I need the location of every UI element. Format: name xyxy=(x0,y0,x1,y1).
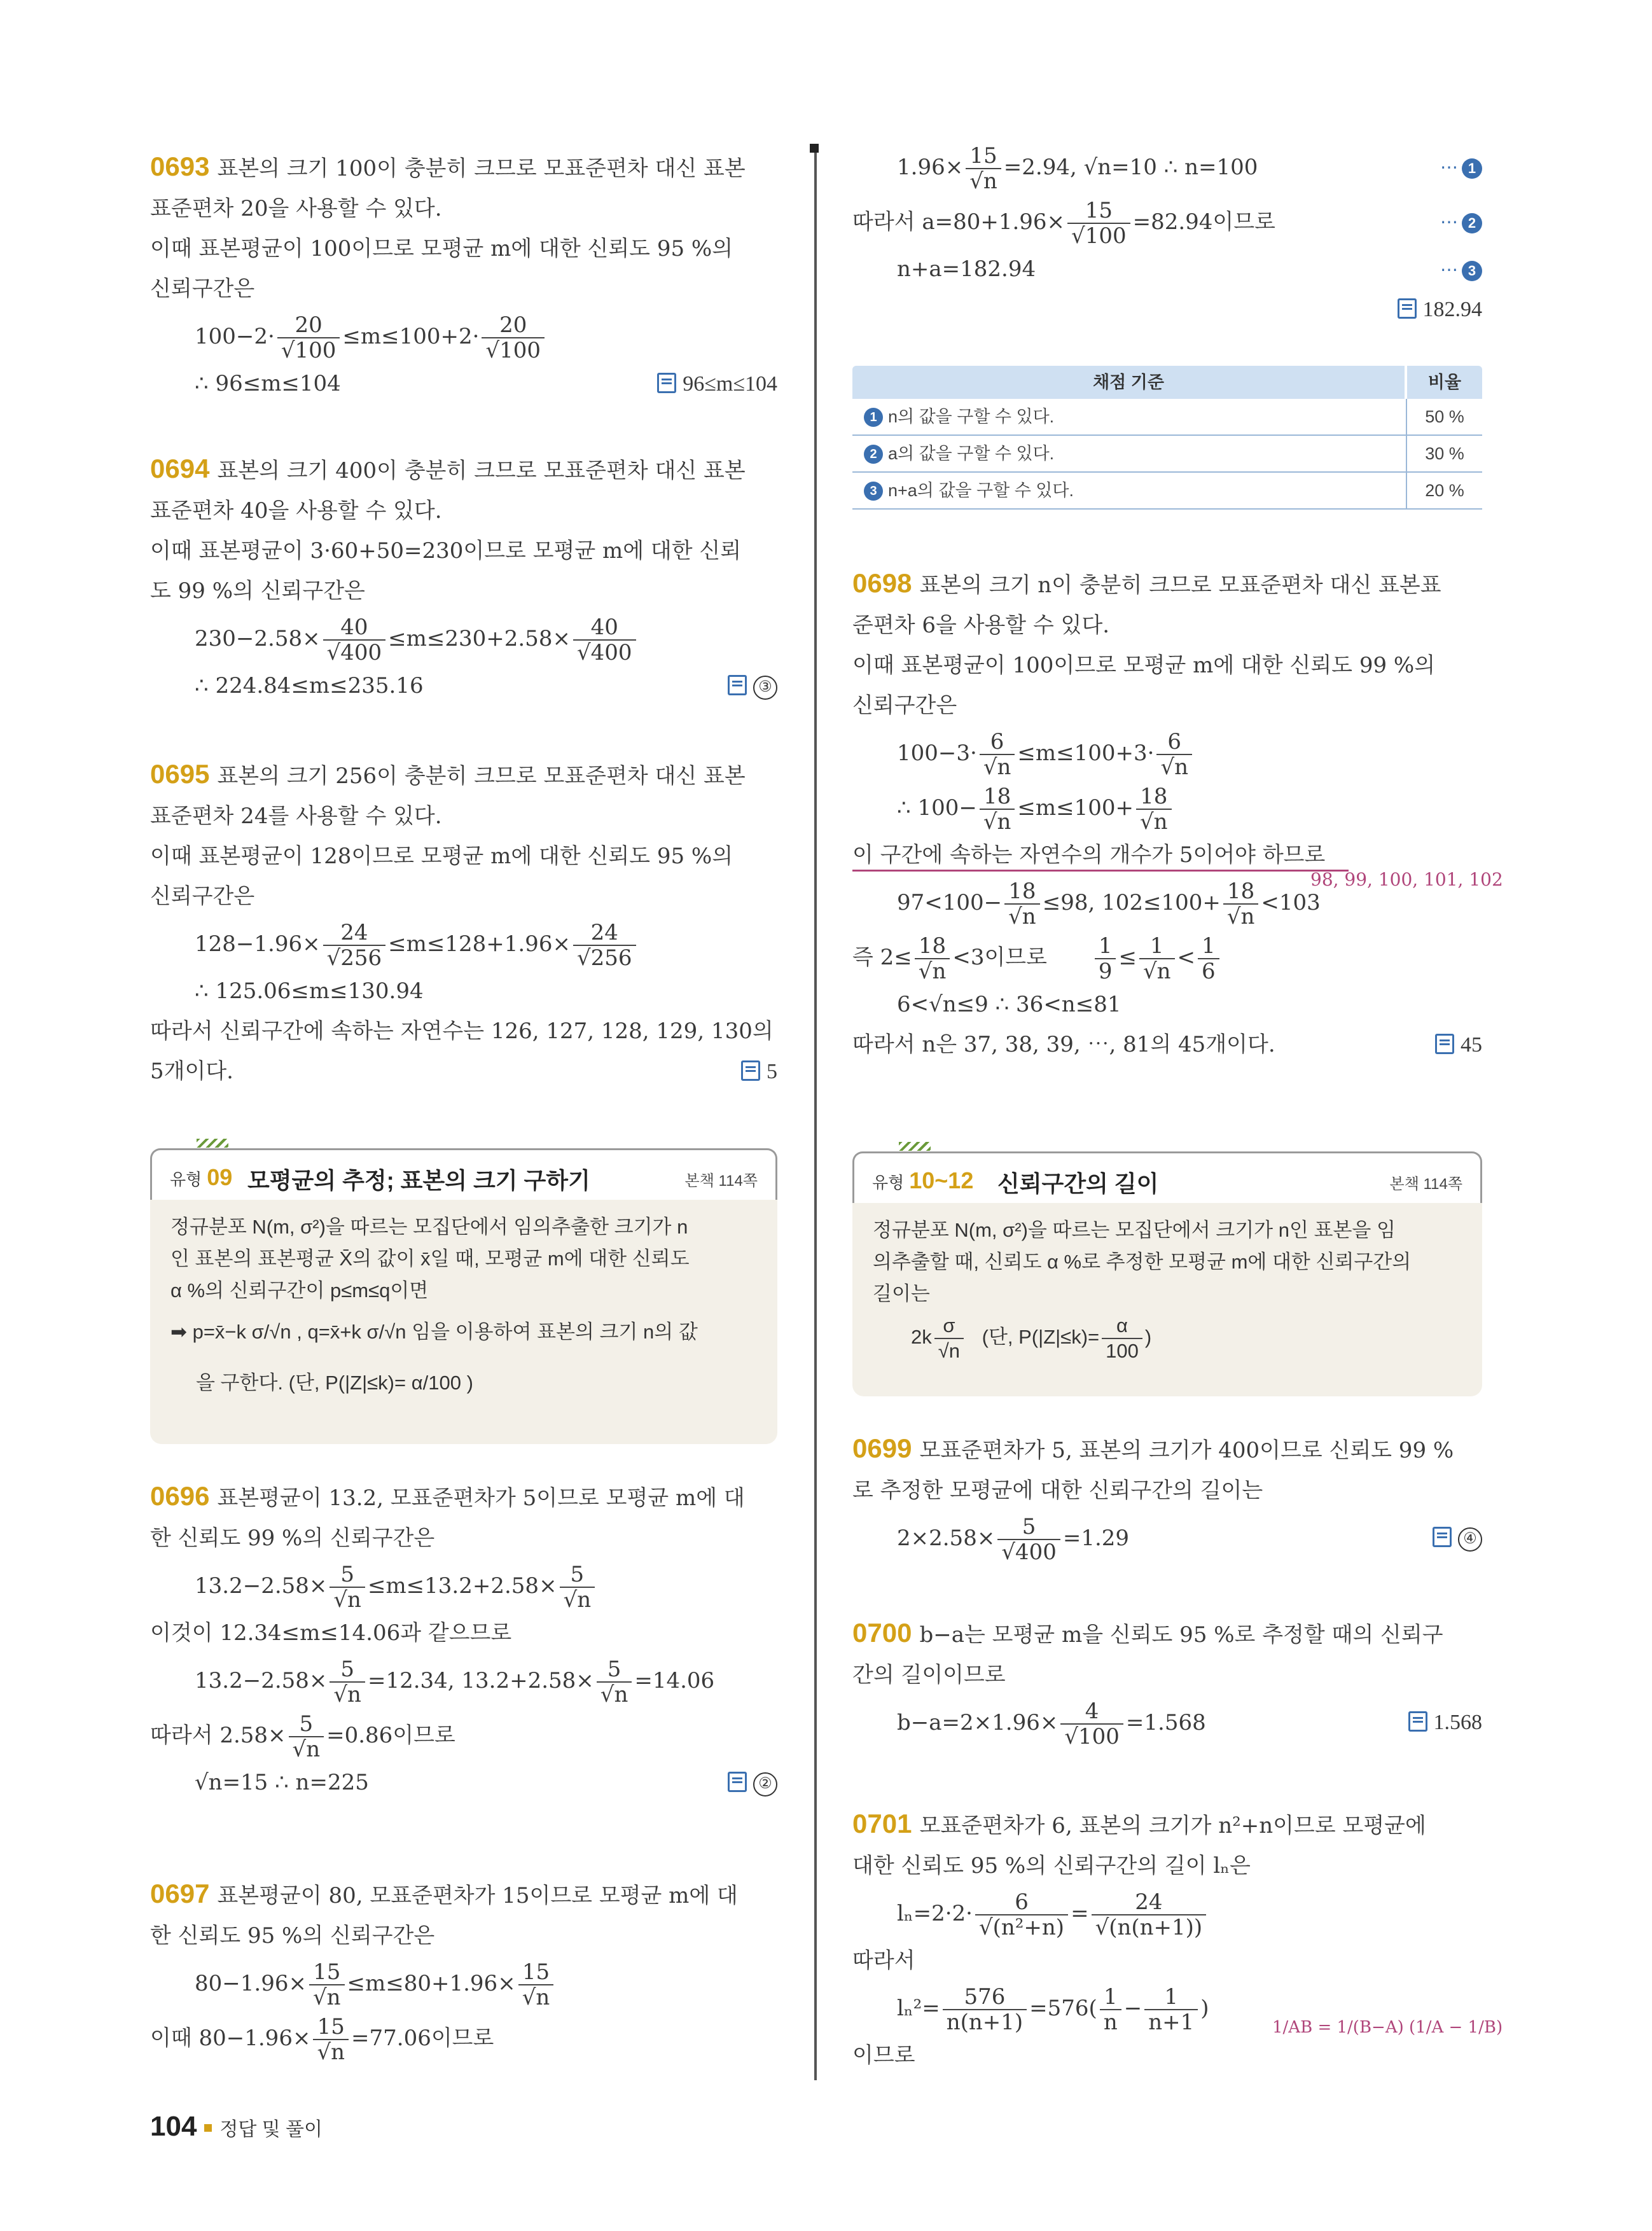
type-body xyxy=(852,1203,1482,1381)
type-title: 신뢰구간의 길이 xyxy=(997,1171,1159,1197)
type-text: ➡ p=x̄−k σ/√n , q=x̄+k σ/√n 임을 이용하여 표본의 크기 n의 값 xyxy=(170,1321,698,1343)
answer-icon xyxy=(1398,298,1417,319)
text-line: b−a는 모평균 m을 신뢰도 95 %로 추정할 때의 신뢰구 xyxy=(919,1622,1443,1648)
step-marker-3: ⋯ 3 xyxy=(1440,249,1482,289)
text-line: 이때 표본평균이 100이므로 모평균 m에 대한 신뢰도 99 %의 xyxy=(852,653,1436,678)
problem-number: 0694 xyxy=(150,454,210,483)
footer-square-icon xyxy=(204,2124,212,2132)
answer: ② xyxy=(728,1763,777,1803)
formula-line: 1.96× $\frac{15}{√n}$ =2.94, √n=10 ∴ n=100 ⋯ 1 xyxy=(852,140,1482,195)
text-line: 표준편차 20을 사용할 수 있다. xyxy=(150,196,442,221)
type-text: 인 표본의 표본평균 X̄의 값이 x̄일 때, 모평균 m에 대한 신뢰도 xyxy=(170,1248,690,1270)
fraction: $\frac{6}{\text{√(n²+n)}}$ xyxy=(975,1890,1068,1940)
problem-number: 0696 xyxy=(150,1481,210,1511)
fraction: $\frac{15}{√100}$ xyxy=(1067,198,1130,248)
text-line: 로 추정한 모평균에 대한 신뢰구간의 길이는 xyxy=(852,1478,1263,1503)
text-line: ∴ 125.06≤m≤130.94 xyxy=(195,978,424,1004)
fraction: $\frac{24}{√256}$ xyxy=(323,921,386,970)
formula-line: 100−3· $\frac{6}{√n}$ ≤m≤100+3· $\frac{6}{√n}$ xyxy=(852,726,1482,781)
type-formula: 2k $\frac{\sigma}{√n}$ (단, P(|Z|≤k)= $\frac{\alpha}{100}$ ) xyxy=(911,1314,1152,1362)
zigzag-decoration xyxy=(197,1139,228,1148)
text-line: ∴ 96≤m≤104 96≤m≤104 xyxy=(150,364,777,404)
fraction: $\frac{1}{n}$ xyxy=(1100,1985,1121,2034)
type-10-12-box xyxy=(852,1151,1482,1396)
fraction: $\frac{24}{√256}$ xyxy=(573,921,636,970)
answer-icon xyxy=(1433,1527,1452,1547)
type-header xyxy=(150,1148,777,1200)
formula-line xyxy=(150,309,777,364)
column-divider xyxy=(814,146,817,2080)
fraction: $\frac{5}{√n}$ xyxy=(597,1657,632,1707)
fraction: $\frac{5}{√n}$ xyxy=(289,1712,324,1762)
problem-0698 xyxy=(852,563,1503,1065)
formula-line: 즉 2≤ $\frac{18}{√n}$ <3이므로 $\frac{1}{9}$ ≤ $\frac{1}{√n}$ < $\frac{1}{6}$ xyxy=(852,930,1482,985)
formula-line: 128−1.96× $\frac{24}{√256}$ ≤m≤128+1.96× $\frac{24}{√256}$ xyxy=(150,917,777,971)
fraction: $\frac{5}{√400}$ xyxy=(997,1515,1060,1564)
fraction: $\frac{5}{√n}$ xyxy=(330,1657,365,1707)
type-text: 정규분포 N(m, σ²)을 따르는 모집단에서 임의추출한 크기가 n xyxy=(170,1216,688,1238)
answer: 45 xyxy=(1435,1025,1482,1065)
formula-line: lₙ=2·2· $\frac{6}{\text{√(n²+n)}}$ = $\frac{24}{√(n(n+1))}$ xyxy=(852,1886,1482,1941)
table-row: 2 a의 값을 구할 수 있다. 30 % xyxy=(852,436,1482,473)
fraction: $\frac{18}{√n}$ xyxy=(980,784,1015,834)
type-text: 길이는 xyxy=(873,1282,930,1305)
text-line: 6<√n≤9 ∴ 36<n≤81 xyxy=(897,992,1121,1017)
type-body xyxy=(150,1200,777,1425)
text-line: 5개이다. 5 xyxy=(150,1052,777,1092)
answer-line xyxy=(852,289,1482,330)
highlight-underline xyxy=(852,870,1349,872)
formula-line: 80−1.96× $\frac{15}{√n}$ ≤m≤80+1.96× $\frac{15}{√n}$ xyxy=(150,1956,777,2011)
text-line: 이때 표본평균이 3·60+50=230이므로 모평균 m에 대한 신뢰 xyxy=(150,538,742,564)
text-line: 신뢰구간은 xyxy=(150,276,255,302)
fraction: $\frac{4}{√100}$ xyxy=(1060,1699,1123,1749)
fraction: $\frac{6}{√n}$ xyxy=(980,730,1015,779)
fraction: $\frac{18}{√n}$ xyxy=(1004,879,1040,929)
table-header xyxy=(852,366,1482,399)
text-line: 표본의 크기 256이 충분히 크므로 모표준편차 대신 표본 xyxy=(217,763,746,789)
type-label: 유형 09 xyxy=(170,1164,233,1190)
type-09-box xyxy=(150,1148,777,1444)
fraction: $\frac{6}{√n}$ xyxy=(1156,730,1192,779)
text-line: 이때 표본평균이 128이므로 모평균 m에 대한 신뢰도 95 %의 xyxy=(150,844,733,869)
text-line: 대한 신뢰도 95 %의 신뢰구간의 길이 lₙ은 xyxy=(852,1853,1251,1879)
step-marker-2: ⋯ 2 xyxy=(1440,195,1482,249)
text-line: 간의 길이이므로 xyxy=(852,1662,1006,1688)
fraction: $\frac{1}{√n}$ xyxy=(1139,934,1175,983)
text-line: 한 신뢰도 95 %의 신뢰구간은 xyxy=(150,1923,435,1949)
step-marker-1: ⋯ 1 xyxy=(1440,140,1482,195)
formula-text: ≤m≤100+2· xyxy=(342,324,480,349)
page-number: 104 xyxy=(150,2111,197,2142)
answer: 5 xyxy=(741,1052,777,1092)
type-text: 의추출할 때, 신뢰도 α %로 추정한 모평균 m에 대한 신뢰구간의 xyxy=(873,1251,1412,1273)
formula-line: b−a=2×1.96× $\frac{4}{√100}$ =1.568 1.568 xyxy=(852,1695,1482,1750)
problem-0699 xyxy=(852,1428,1482,1566)
fraction: $\frac{1}{n+1}$ xyxy=(1144,1985,1198,2034)
text-line: 한 신뢰도 99 %의 신뢰구간은 xyxy=(150,1526,435,1551)
formula-line: 230−2.58× $\frac{40}{√400}$ ≤m≤230+2.58× $\frac{40}{√400}$ xyxy=(150,611,777,666)
text-line: 따라서 신뢰구간에 속하는 자연수는 126, 127, 128, 129, 130의 xyxy=(150,1018,774,1044)
problem-0695 xyxy=(150,754,777,1092)
problem-number: 0695 xyxy=(150,759,210,789)
formula-text: 100−2· xyxy=(195,324,275,349)
header-ratio: 비율 xyxy=(1405,366,1482,399)
fraction: $\frac{576}{n(n+1)}$ xyxy=(943,1985,1027,2034)
formula-line: 따라서 2.58× $\frac{5}{√n}$ =0.86이므로 xyxy=(150,1711,455,1762)
type-text: 정규분포 N(m, σ²)을 따르는 모집단에서 크기가 n인 표본을 임 xyxy=(873,1219,1396,1241)
fraction: $\frac{40}{√400}$ xyxy=(323,615,386,665)
annotation-note: 98, 99, 100, 101, 102 xyxy=(1310,869,1503,890)
text-line: 이것이 12.34≤m≤14.06과 같으므로 xyxy=(150,1620,512,1646)
formula-line: 13.2−2.58× $\frac{5}{√n}$ =12.34, 13.2+2.58× $\frac{5}{√n}$ =14.06 xyxy=(195,1657,715,1707)
fraction: $\frac{15}{√n}$ xyxy=(518,1960,554,2010)
fraction: $\frac{15}{√n}$ xyxy=(313,2015,349,2064)
answer-icon xyxy=(728,675,747,695)
text-line: 표본의 크기 400이 충분히 크므로 모표준편차 대신 표본 xyxy=(217,458,746,483)
problem-number: 0699 xyxy=(852,1433,912,1463)
fraction: $\frac{1}{6}$ xyxy=(1198,934,1219,983)
answer-icon xyxy=(728,1772,747,1792)
formula-line: ∴ 100− $\frac{18}{√n}$ ≤m≤100+ $\frac{18}{√n}$ xyxy=(852,781,1482,835)
text-line: 모표준편차가 5, 표본의 크기가 400이므로 신뢰도 99 % xyxy=(919,1438,1454,1463)
header-criteria: 채점 기준 xyxy=(1093,373,1164,392)
fraction: $\frac{24}{√(n(n+1))}$ xyxy=(1092,1890,1207,1940)
text-line: 도 99 %의 신뢰구간은 xyxy=(150,578,365,604)
fraction: $\frac{5}{√n}$ xyxy=(330,1562,365,1612)
text-line: 따라서 xyxy=(852,1948,915,1973)
problem-number: 0698 xyxy=(852,568,912,598)
answer: 182.94 xyxy=(1398,289,1483,330)
answer: ④ xyxy=(1433,1511,1482,1566)
text-line: 표본평균이 80, 모표준편차가 15이므로 모평균 m에 대 xyxy=(217,1883,738,1908)
problem-number: 0701 xyxy=(852,1809,912,1838)
fraction: $\frac{15}{√n}$ xyxy=(966,144,1001,193)
text-line: 표본의 크기 n이 충분히 크므로 모표준편차 대신 표본표 xyxy=(919,573,1441,598)
answer-icon xyxy=(657,373,676,393)
formula-line: 97<100− $\frac{18}{√n}$ ≤98, 102≤100+ $\frac{18}{√n}$ <103 xyxy=(897,879,1321,929)
text-line: n+a=182.94 ⋯ 3 xyxy=(852,249,1482,289)
problem-number: 0693 xyxy=(150,151,210,181)
type-label: 유형 10~12 xyxy=(872,1167,974,1193)
fraction: $\frac{5}{√n}$ xyxy=(560,1562,595,1612)
fraction: $\frac{20}{√100}$ xyxy=(482,313,545,363)
text-line: 이때 표본평균이 100이므로 모평균 m에 대한 신뢰도 95 %의 xyxy=(150,236,733,261)
problem-0696 xyxy=(150,1476,777,1803)
answer: 96≤m≤104 xyxy=(657,364,777,404)
type-header xyxy=(852,1151,1482,1203)
column-divider-marker xyxy=(810,144,819,153)
text-line: 표준편차 24를 사용할 수 있다. xyxy=(150,803,442,829)
problem-0697-continued xyxy=(852,140,1482,330)
text-line: 이 구간에 속하는 자연수의 개수가 5이어야 하므로 98, 99, 100, 101, 102 xyxy=(852,835,1482,875)
answer: ③ xyxy=(728,666,777,706)
formula-line: lₙ²= $\frac{576}{n(n+1)}$ =576( $\frac{1}{n}$ − $\frac{1}{n+1}$ ) 1/AB = 1/(B−A) (1/A − 1/B) xyxy=(852,1981,1482,2036)
formula-line: 13.2−2.58× $\frac{5}{√n}$ ≤m≤13.2+2.58× $\frac{5}{√n}$ xyxy=(150,1559,777,1613)
text-line: 표준편차 40을 사용할 수 있다. xyxy=(150,498,442,524)
fraction: $\frac{18}{√n}$ xyxy=(1223,879,1259,929)
formula-line: 따라서 a=80+1.96× $\frac{15}{√100}$ =82.94이므로 ⋯ 2 xyxy=(852,195,1482,249)
type-text: 을 구한다. (단, P(|Z|≤k)= α/100 ) xyxy=(196,1372,473,1394)
section-title: 정답 및 풀이 xyxy=(219,2119,323,2140)
problem-number: 0697 xyxy=(150,1879,210,1908)
problem-0694 xyxy=(150,448,777,706)
formula-line: 이때 80−1.96× $\frac{15}{√n}$ =77.06이므로 xyxy=(150,2014,494,2065)
problem-number: 0700 xyxy=(852,1618,912,1648)
fraction: $\frac{40}{√400}$ xyxy=(573,615,636,665)
problem-0700 xyxy=(852,1613,1482,1750)
formula-line: 2×2.58× $\frac{5}{√400}$ =1.29 ④ xyxy=(852,1511,1482,1566)
text-line: 신뢰구간은 xyxy=(852,693,957,718)
problem-0701 xyxy=(852,1804,1503,2076)
table-row: 3 n+a의 값을 구할 수 있다. 20 % xyxy=(852,473,1482,510)
problem-0697 xyxy=(150,1873,777,2066)
text-line: 따라서 n은 37, 38, 39, ⋯, 81의 45개이다. 45 xyxy=(852,1025,1482,1065)
table-row: 1 n의 값을 구할 수 있다. 50 % xyxy=(852,399,1482,436)
type-reference: 본책 114쪽 xyxy=(1389,1176,1462,1193)
fraction: $\frac{15}{√n}$ xyxy=(309,1960,345,2010)
text-line: 이므로 xyxy=(852,2043,915,2068)
type-text: α %의 신뢰구간이 p≤m≤q이면 xyxy=(170,1279,429,1302)
grading-table xyxy=(852,366,1482,510)
fraction: $\frac{18}{√n}$ xyxy=(1136,784,1172,834)
problem-0693 xyxy=(150,146,777,404)
text-line: √n=15 ∴ n=225 ② xyxy=(150,1763,777,1803)
answer-icon xyxy=(1408,1711,1427,1732)
text-line: 모표준편차가 6, 표본의 크기가 n²+n이므로 모평균에 xyxy=(919,1813,1426,1838)
text-line: 신뢰구간은 xyxy=(150,884,255,909)
fraction: $\frac{18}{√n}$ xyxy=(915,934,950,983)
type-reference: 본책 114쪽 xyxy=(684,1172,758,1190)
text-line: 표본의 크기 100이 충분히 크므로 모표준편차 대신 표본 xyxy=(217,156,746,181)
answer-icon xyxy=(1435,1034,1454,1054)
annotation-note: 1/AB = 1/(B−A) (1/A − 1/B) xyxy=(1272,2018,1503,2037)
answer: 1.568 xyxy=(1408,1695,1483,1750)
fraction: $\frac{20}{√100}$ xyxy=(277,313,340,363)
zigzag-decoration xyxy=(899,1142,931,1151)
text-line: 표본평균이 13.2, 모표준편차가 5이므로 모평균 m에 대 xyxy=(217,1485,745,1511)
fraction: $\frac{1}{9}$ xyxy=(1095,934,1116,983)
page-footer xyxy=(150,2111,323,2143)
answer-icon xyxy=(741,1060,760,1081)
text-line: 준편차 6을 사용할 수 있다. xyxy=(852,613,1110,638)
text-line: ∴ 224.84≤m≤235.16 ③ xyxy=(150,666,777,706)
type-title: 모평균의 추정; 표본의 크기 구하기 xyxy=(247,1167,590,1193)
